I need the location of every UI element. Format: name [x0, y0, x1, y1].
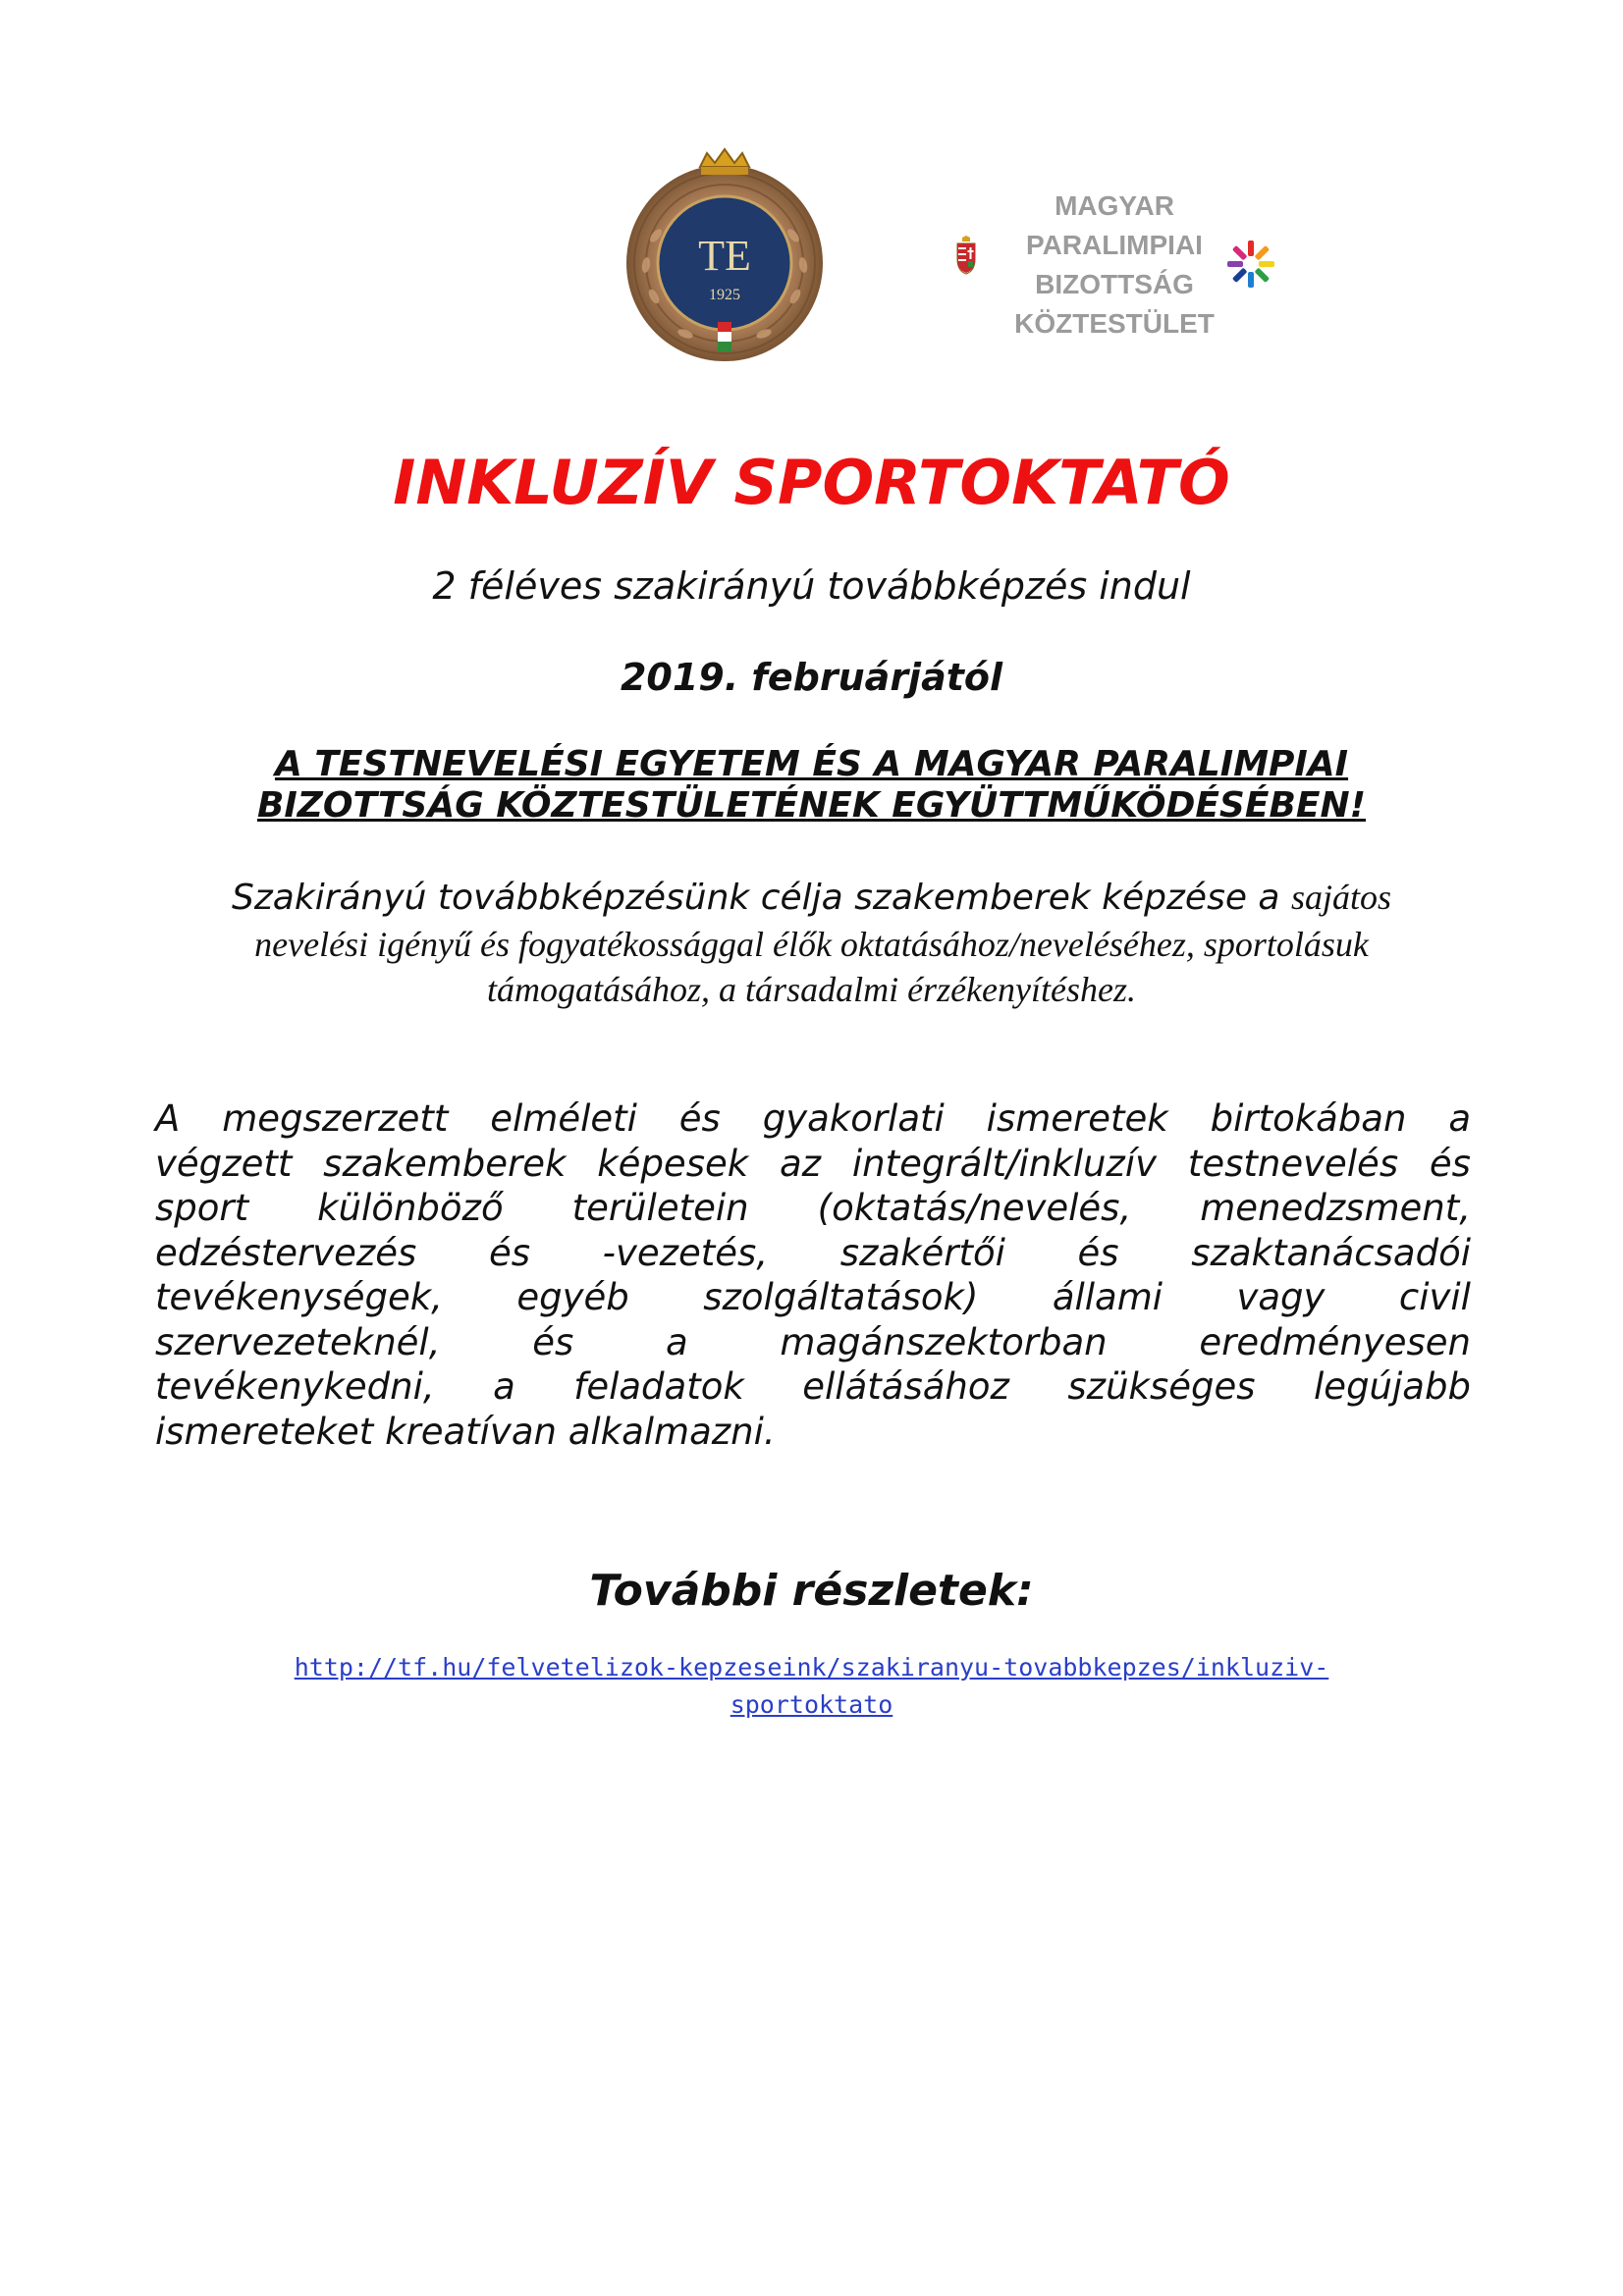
goal-line-3: támogatásához, a társadalmi érzékenyítéshez. — [487, 970, 1136, 1009]
page-title: INKLUZÍV SPORTOKTATÓ — [393, 447, 1230, 518]
details-link[interactable] — [0, 1649, 1623, 1724]
paragraph-word: az — [779, 1142, 822, 1185]
goal-statement — [118, 874, 1505, 1012]
paragraph-word: A — [155, 1097, 181, 1140]
paragraph-word: és — [1429, 1142, 1471, 1185]
details-link-anchor[interactable] — [0, 1649, 1623, 1724]
goal-line-1-serif: sajátos — [1290, 878, 1391, 917]
paragraph-word: területein — [571, 1187, 749, 1229]
tf-logo-letters: TE — [698, 232, 751, 280]
paragraph-word: (oktatás/nevelés, — [817, 1187, 1132, 1229]
paragraph-last-line: ismereteket kreatívan alkalmazni. — [155, 1410, 776, 1453]
paragraph-line — [155, 1142, 1471, 1187]
paragraph-word: állami — [1052, 1276, 1163, 1318]
headline-line-1: A TESTNEVELÉSI EGYETEM ÉS A MAGYAR PARALIMPIAI — [274, 744, 1349, 784]
goal-line-2: nevelési igényű és fogyatékossággal élők oktatásához/neveléséhez, sportolásuk — [254, 925, 1369, 964]
paragraph-word: birtokában — [1210, 1097, 1407, 1140]
mpb-line-1: MAGYAR — [1055, 190, 1174, 221]
tf-logo-year: 1925 — [709, 287, 740, 303]
paragraph-word: megszerzett — [222, 1097, 449, 1140]
paragraph-word: vagy — [1236, 1276, 1325, 1318]
paragraph-word: egyéb — [516, 1276, 629, 1318]
more-details-heading: További részletek: — [589, 1566, 1034, 1616]
paragraph-word: menedzsment, — [1200, 1187, 1471, 1229]
mpb-logo — [947, 187, 1291, 353]
start-date: 2019. februárjától — [620, 656, 1003, 699]
paragraph-word: ellátásához — [802, 1365, 1009, 1408]
paragraph-word: szükséges — [1067, 1365, 1256, 1408]
paragraph-word: elméleti — [490, 1097, 637, 1140]
goal-line-1 — [118, 874, 1505, 922]
paragraph-word: integrált/inkluzív — [851, 1142, 1158, 1185]
details-link-line-1[interactable]: http://tf.hu/felvetelizok-kepzeseink/szakiranyu-tovabbkepzes/inkluziv- — [294, 1653, 1329, 1682]
paragraph-word: szervezeteknél, — [155, 1320, 441, 1363]
mpb-line-3: BIZOTTSÁG — [1035, 269, 1194, 299]
mpb-line-4: KÖZTESTÜLET — [1014, 308, 1215, 339]
paragraph-line — [155, 1364, 1471, 1410]
paragraph-word: tevékenykedni, — [155, 1365, 435, 1408]
paragraph-word: testnevelés — [1187, 1142, 1399, 1185]
paragraph-line — [155, 1186, 1471, 1231]
paragraph-word: és — [532, 1320, 574, 1363]
mpb-line-2: PARALIMPIAI — [1026, 230, 1203, 260]
paragraph-word: civil — [1398, 1276, 1471, 1318]
paragraph-word: és — [1077, 1231, 1119, 1274]
paragraph-word: és — [488, 1231, 530, 1274]
paragraph-word: -vezetés, — [602, 1231, 769, 1274]
paragraph-word: szolgáltatások) — [703, 1276, 979, 1318]
paragraph-word: legújabb — [1314, 1365, 1471, 1408]
tf-university-logo — [617, 147, 833, 363]
paragraph-word: ismeretek — [986, 1097, 1168, 1140]
paragraph-word: magánszektorban — [780, 1320, 1108, 1363]
paragraph-word: a — [666, 1320, 688, 1363]
cooperation-headline — [98, 744, 1525, 827]
paragraph-word: a — [493, 1365, 515, 1408]
paragraph-word: edzéstervezés — [155, 1231, 417, 1274]
subtitle: 2 féléves szakirányú továbbképzés indul — [432, 564, 1191, 608]
paragraph-line — [155, 1275, 1471, 1320]
goal-line-1-sans: Szakirányú továbbképzésünk célja szakemberek képzése a — [232, 878, 1291, 918]
hungarian-coat-of-arms-icon — [955, 236, 977, 275]
paragraph-line — [155, 1096, 1471, 1142]
paragraph-word: szaktanácsadói — [1191, 1231, 1471, 1274]
details-link-line-2[interactable]: sportoktato — [730, 1690, 893, 1719]
paragraph-word: gyakorlati — [762, 1097, 945, 1140]
paragraph-line — [155, 1320, 1471, 1365]
paragraph-word: szakértői — [839, 1231, 1005, 1274]
paragraph-line — [155, 1231, 1471, 1276]
mpb-logo-text — [1001, 187, 1227, 344]
paralympic-star-icon — [1224, 238, 1277, 291]
paragraph-word: feladatok — [573, 1365, 744, 1408]
paragraph-word: képesek — [597, 1142, 749, 1185]
paragraph-word: eredményesen — [1199, 1320, 1471, 1363]
paragraph-word: különböző — [317, 1187, 504, 1229]
paragraph-word: sport — [155, 1187, 249, 1229]
paragraph-word: és — [678, 1097, 721, 1140]
paragraph-word: tevékenységek, — [155, 1276, 443, 1318]
headline-line-2: BIZOTTSÁG KÖZTESTÜLETÉNEK EGYÜTTMŰKÖDÉSÉBEN! — [256, 785, 1367, 826]
paragraph-word: a — [1448, 1097, 1471, 1140]
description-paragraph — [155, 1096, 1471, 1454]
paragraph-word: szakemberek — [323, 1142, 567, 1185]
paragraph-word: végzett — [155, 1142, 293, 1185]
